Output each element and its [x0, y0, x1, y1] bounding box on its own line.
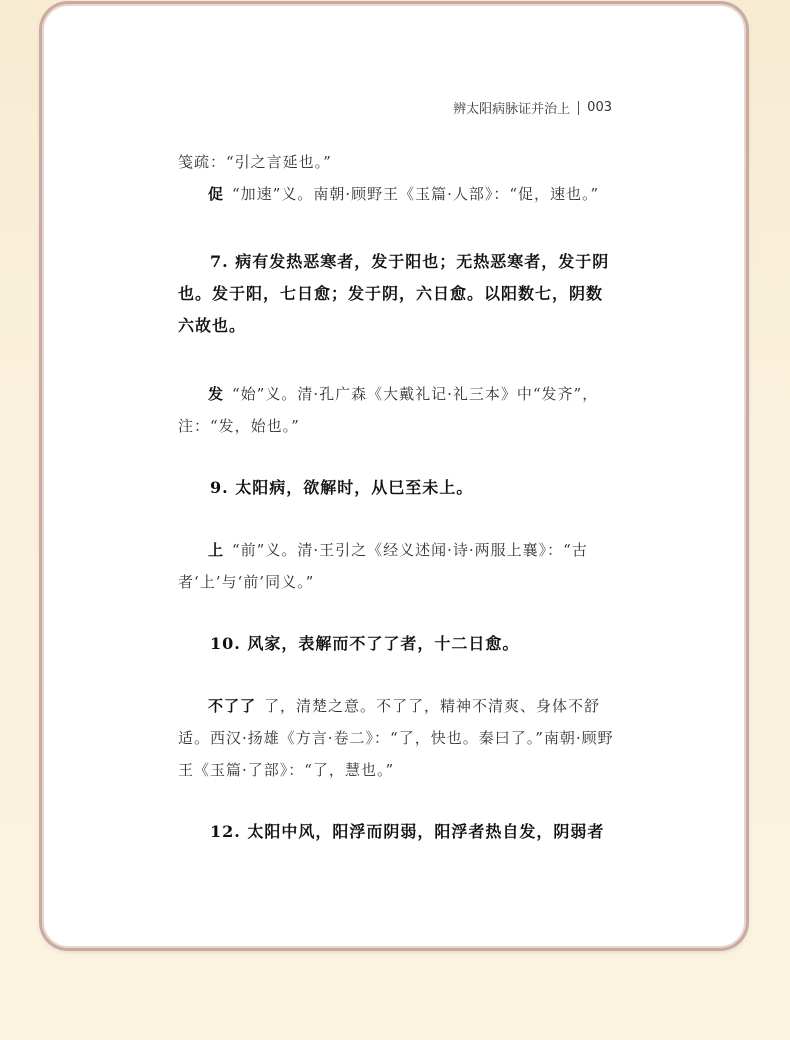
annotation-text: 笺疏：“引之言延也。” — [178, 153, 332, 171]
annotation-text: 了，清楚之意。不了了，精神不清爽、身体不舒适。西汉·扬雄《方言·卷二》：“了，快也。秦曰了。”南朝·顾野王《玉篇·了部》：“了，慧也。” — [178, 697, 614, 779]
clause-entry — [178, 816, 614, 848]
annotation-block — [178, 146, 614, 178]
annotation-text: “加速”义。南朝·顾野王《玉篇·人部》：“促，速也。” — [232, 185, 600, 203]
clause-text: 7. 病有发热恶寒者，发于阳也；无热恶寒者，发于阴也。发于阳，七日愈；发于阴，六日愈。以阳数七，阴数六故也。 — [178, 252, 610, 335]
clause-entry — [178, 472, 614, 504]
annotation-block — [178, 534, 614, 598]
chapter-title: 辨太阳病脉证并治上 — [453, 102, 571, 117]
header-divider — [578, 101, 579, 115]
annotation-text: “始”义。清·孔广森《大戴礼记·礼三本》中“发齐”，注：“发，始也。” — [178, 385, 599, 435]
annotation-term: 上 — [208, 541, 225, 559]
annotation-term: 不了了 — [208, 697, 257, 715]
clause-text: 12. 太阳中风，阳浮而阴弱，阳浮者热自发，阴弱者 — [210, 822, 605, 841]
annotation-term: 发 — [208, 385, 225, 403]
running-header — [453, 98, 612, 117]
annotation-block — [178, 690, 614, 786]
annotation-text: “前”义。清·王引之《经义述闻·诗·两服上襄》：“古者‘上’与‘前’同义。” — [178, 541, 588, 591]
clause-text: 10. 风家，表解而不了了者，十二日愈。 — [210, 634, 520, 653]
page-number: 003 — [587, 100, 612, 115]
clause-entry — [178, 628, 614, 660]
annotation-block — [178, 378, 614, 442]
page-body — [178, 146, 614, 848]
annotation-term: 促 — [208, 185, 225, 203]
clause-text: 9. 太阳病，欲解时，从巳至未上。 — [210, 478, 474, 497]
clause-entry — [178, 246, 614, 342]
annotation-block — [178, 178, 614, 210]
